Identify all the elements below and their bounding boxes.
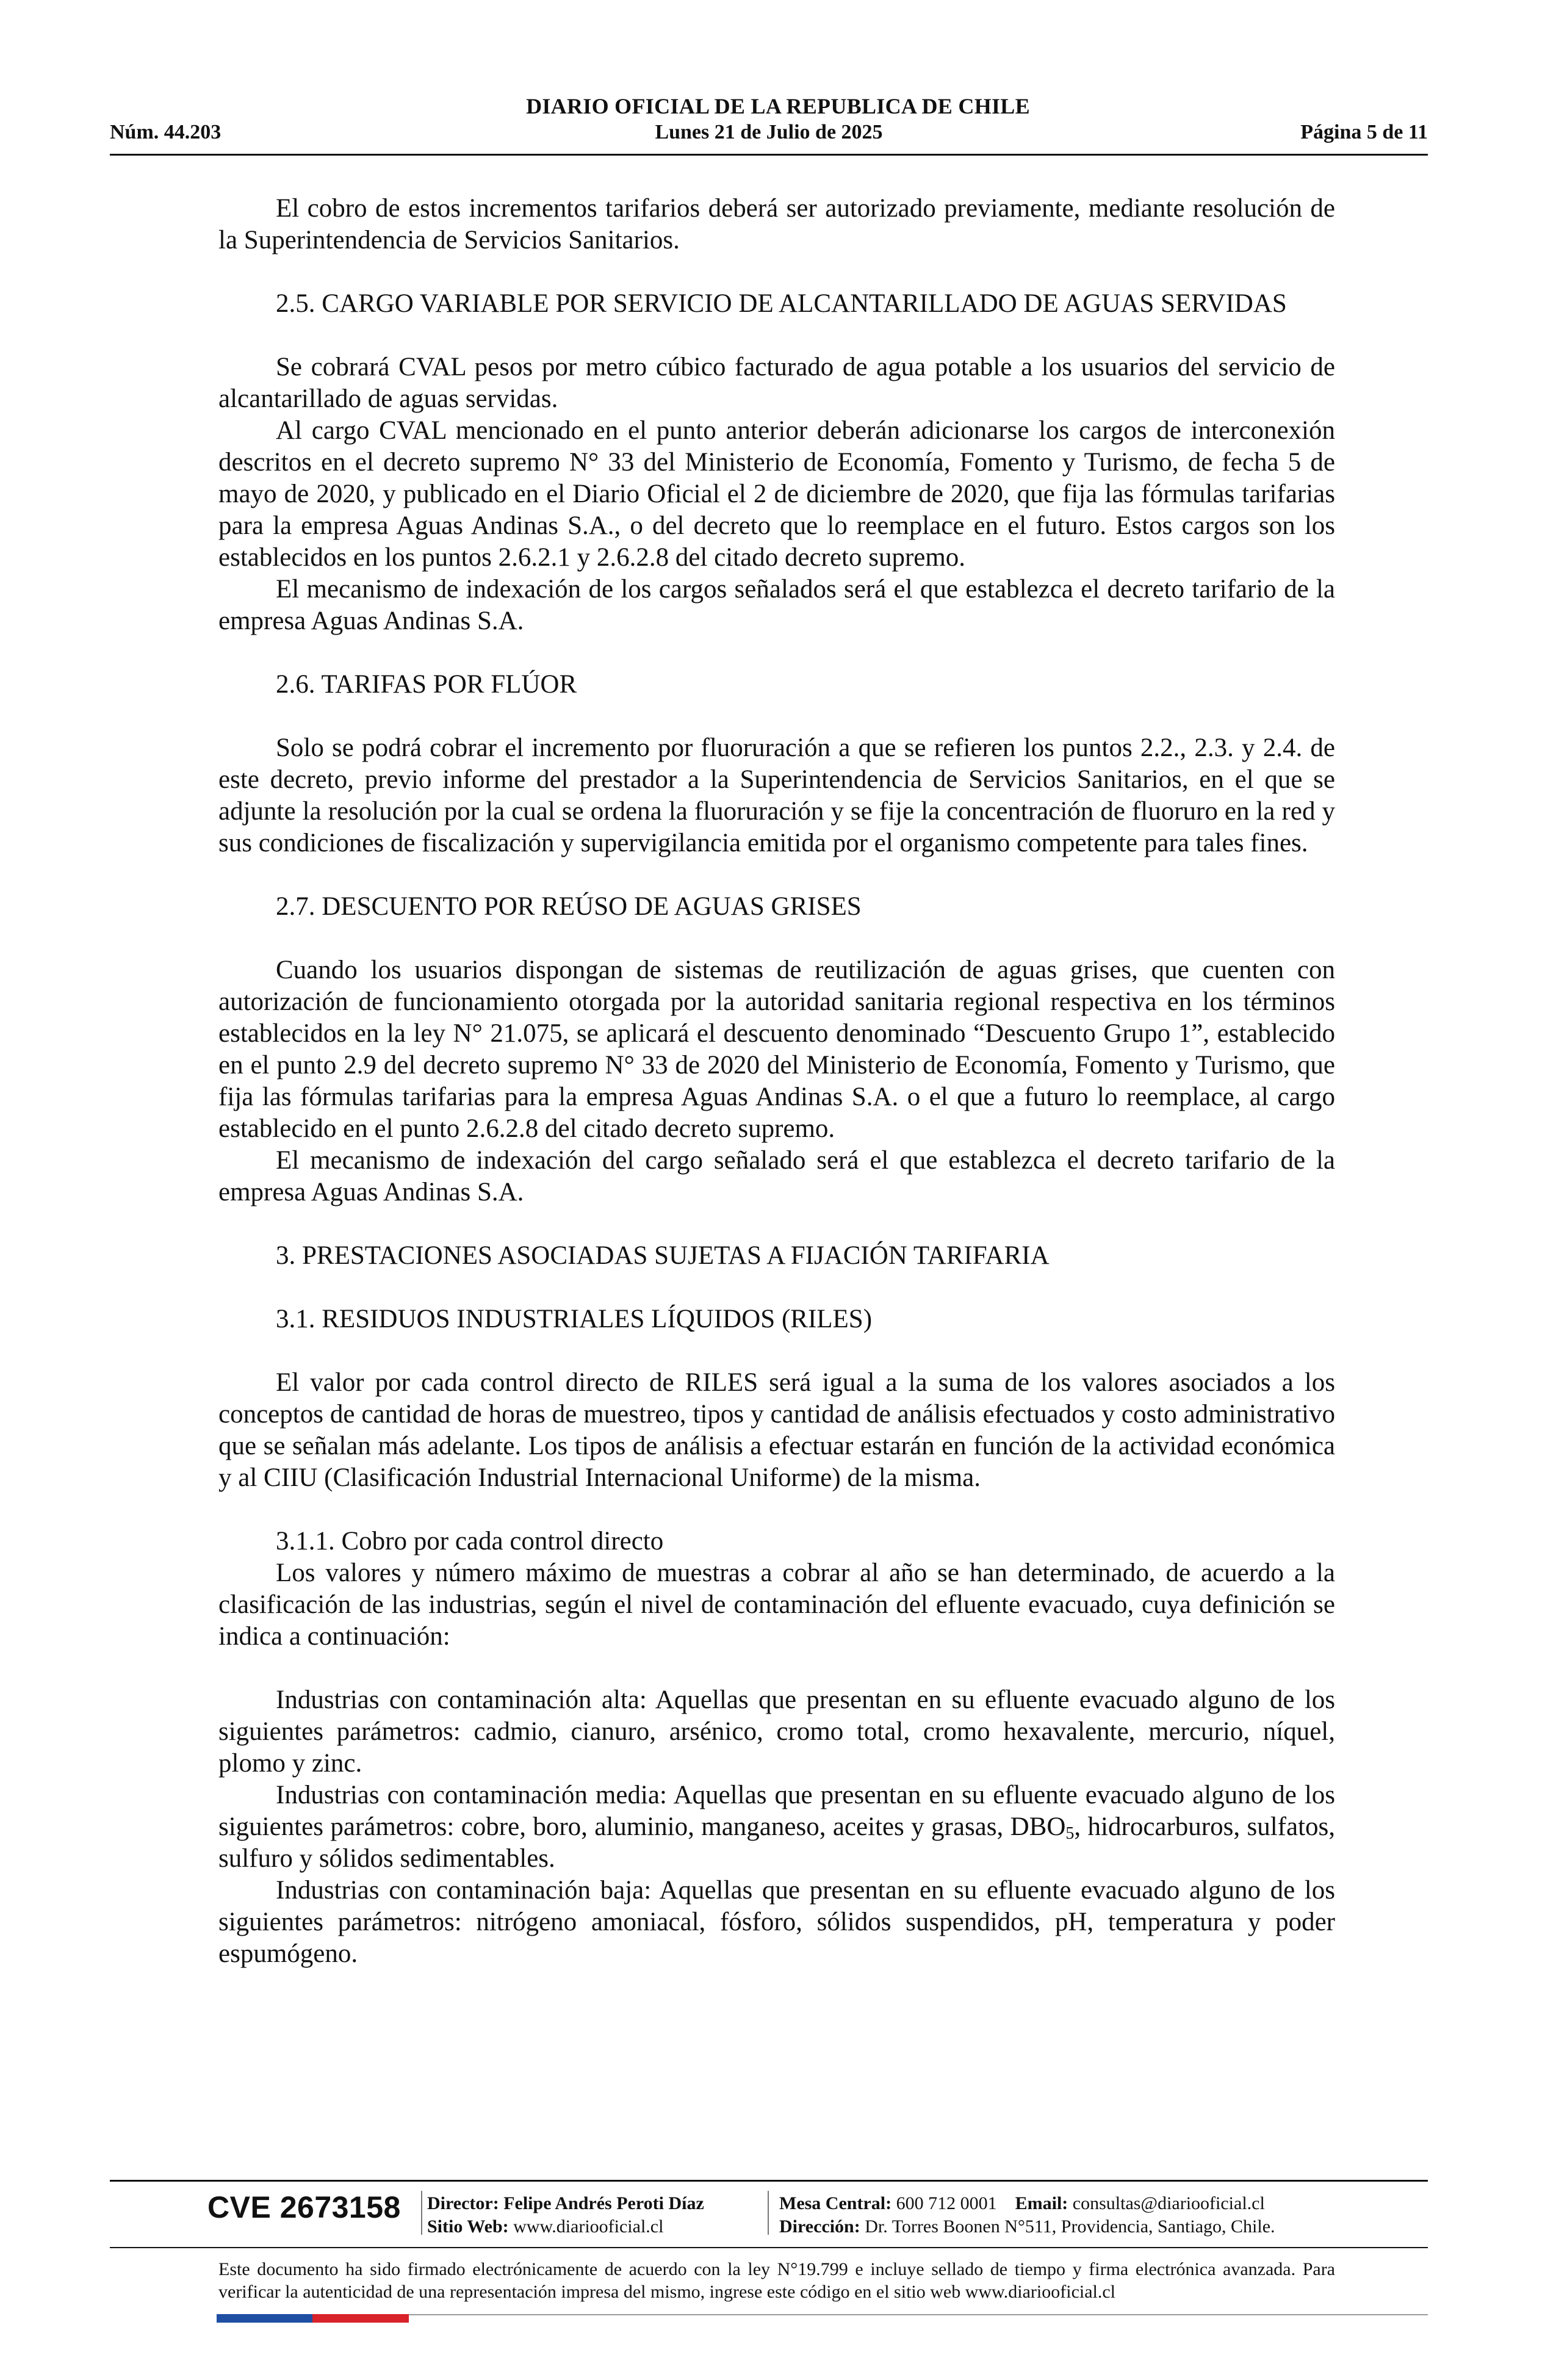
website-label: Sitio Web: <box>427 2216 509 2237</box>
mesa-phone: 600 712 0001 <box>896 2193 997 2213</box>
footer-separator <box>768 2191 769 2235</box>
paragraph: Al cargo CVAL mencionado en el punto anterior deberán adicionarse los cargos de interconexión descritos en el decreto supremo N° 33 del Ministerio de Economía, Fomento y Turismo, de fecha 5 de mayo de 2020, y publicado en el Diario Oficial el 2 de diciembre de 2020, que fija las fórmulas tarifarias para la empresa Aguas Andinas S.A., o del decreto que lo reemplace en el futuro. Estos cargos son los establecidos en los puntos 2.6.2.1 y 2.6.2.8 del citado decreto supremo. <box>218 416 1335 572</box>
cve-code: CVE 2673158 <box>207 2190 401 2224</box>
paragraph: El mecanismo de indexación de los cargos señalados será el que establezca el decreto tarifario de la empresa Aguas Andinas S.A. <box>218 575 1335 635</box>
newspaper-title: DIARIO OFICIAL DE LA REPUBLICA DE CHILE <box>526 94 1030 118</box>
website-link[interactable]: www.diariooficial.cl <box>513 2216 664 2237</box>
page-number: Página 5 de 11 <box>1300 121 1428 143</box>
header-divider <box>110 154 1428 156</box>
section-heading-2-6: 2.6. TARIFAS POR FLÚOR <box>276 670 577 699</box>
paragraph: Industrias con contaminación baja: Aquellas que presentan en su efluente evacuado alguno de los siguientes parámetros: nitrógeno amoniacal, fósforo, sólidos suspendidos, pH, temperatura y poder espumógeno. <box>218 1876 1335 1968</box>
footer-divider <box>110 2180 1428 2182</box>
flag-stripe <box>217 2314 409 2323</box>
email-link[interactable]: consultas@diariooficial.cl <box>1072 2193 1265 2213</box>
section-heading-3-1: 3.1. RESIDUOS INDUSTRIALES LÍQUIDOS (RILES) <box>276 1305 873 1333</box>
paragraph-text: , hidrocarburos, sulfatos, sulfuro y sólidos sedimentables. <box>218 1812 1335 1873</box>
paragraph: Industrias con contaminación alta: Aquellas que presentan en su efluente evacuado alguno de los siguientes parámetros: cadmio, cianuro, arsénico, cromo total, cromo hexavalente, mercurio, níquel, plomo y zinc. <box>218 1686 1335 1778</box>
paragraph: El cobro de estos incrementos tarifarios deberá ser autorizado previamente, mediante resolución de la Superintendencia de Servicios Sanitarios. <box>218 194 1335 254</box>
signature-note: Este documento ha sido firmado electrónicamente de acuerdo con la ley N°19.799 e incluye sellado de tiempo y firma electrónica avanzada. Para verificar la autenticidad de una representación impresa del mismo, ingrese este código en el sitio web www.diariooficial.cl <box>218 2259 1335 2302</box>
address-label: Dirección: <box>779 2216 860 2237</box>
mesa-label: Mesa Central: <box>779 2193 892 2213</box>
paragraph: Cuando los usuarios dispongan de sistemas de reutilización de aguas grises, que cuenten con autorización de funcionamiento otorgada por la autoridad sanitaria regional respectiva en los términos establecidos en la ley N° 21.075, se aplicará el descuento denominado “Descuento Grupo 1”, establecido en el punto 2.9 del decreto supremo N° 33 de 2020 del Ministerio de Economía, Fomento y Turismo, que fija las fórmulas tarifarias para la empresa Aguas Andinas S.A. o el que a futuro lo reemplace, al cargo establecido en el punto 2.6.2.8 del citado decreto supremo. <box>218 956 1335 1143</box>
section-heading-2-5: 2.5. CARGO VARIABLE POR SERVICIO DE ALCANTARILLADO DE AGUAS SERVIDAS <box>276 289 1287 318</box>
flag-blue-segment <box>217 2314 312 2323</box>
flag-red-segment <box>312 2314 409 2323</box>
paragraph: Se cobrará CVAL pesos por metro cúbico facturado de agua potable a los usuarios del servicio de alcantarillado de aguas servidas. <box>218 353 1335 413</box>
issue-number: Núm. 44.203 <box>110 121 222 143</box>
paragraph: Los valores y número máximo de muestras a cobrar al año se han determinado, de acuerdo a la clasificación de las industrias, según el nivel de contaminación del efluente evacuado, cuya definición se indica a continuación: <box>218 1559 1335 1651</box>
header-row <box>110 121 1428 148</box>
footer-contact-block <box>779 2192 1275 2238</box>
section-heading-2-7: 2.7. DESCUENTO POR REÚSO DE AGUAS GRISES <box>276 892 862 921</box>
paragraph: El valor por cada control directo de RILES será igual a la suma de los valores asociados a los conceptos de cantidad de horas de muestreo, tipos y cantidad de análisis efectuados y costo administrativo que se señalan más adelante. Los tipos de análisis a efectuar estarán en función de la actividad económica y al CIIU (Clasificación Industrial Internacional Uniforme) de la misma. <box>218 1368 1335 1492</box>
paragraph <box>218 1780 1335 1875</box>
footer-separator <box>421 2191 422 2235</box>
issue-date: Lunes 21 de Julio de 2025 <box>655 121 883 143</box>
paragraph: El mecanismo de indexación del cargo señalado será el que establezca el decreto tarifario de la empresa Aguas Andinas S.A. <box>218 1146 1335 1206</box>
email-label: Email: <box>1015 2193 1068 2213</box>
section-heading-3: 3. PRESTACIONES ASOCIADAS SUJETAS A FIJACIÓN TARIFARIA <box>276 1241 1050 1270</box>
address-value: Dr. Torres Boonen N°511, Providencia, Santiago, Chile. <box>865 2216 1275 2237</box>
director-label: Director: <box>427 2193 499 2213</box>
document-body <box>218 193 1335 1970</box>
paragraph-text: Industrias con contaminación media: Aquellas que presentan en su efluente evacuado alguno de los siguientes parámetros: cobre, boro, aluminio, manganeso, aceites y grasas, DBO <box>218 1781 1335 1841</box>
paragraph: Solo se podrá cobrar el incremento por fluoruración a que se refieren los puntos 2.2., 2.3. y 2.4. de este decreto, previo informe del prestador a la Superintendencia de Servicios Sanitarios, en el que se adjunte la resolución por la cual se ordena la fluoruración y se fije la concentración de fluoruro en la red y sus condiciones de fiscalización y supervigilancia emitida por el organismo competente para tales fines. <box>218 734 1335 857</box>
director-name: Felipe Andrés Peroti Díaz <box>503 2193 704 2213</box>
footer-bottom-line <box>409 2314 1428 2315</box>
footer-divider <box>110 2247 1428 2248</box>
footer-director-block <box>427 2192 704 2238</box>
subscript: 5 <box>1065 1824 1075 1843</box>
section-heading-3-1-1: 3.1.1. Cobro por cada control directo <box>276 1527 664 1556</box>
